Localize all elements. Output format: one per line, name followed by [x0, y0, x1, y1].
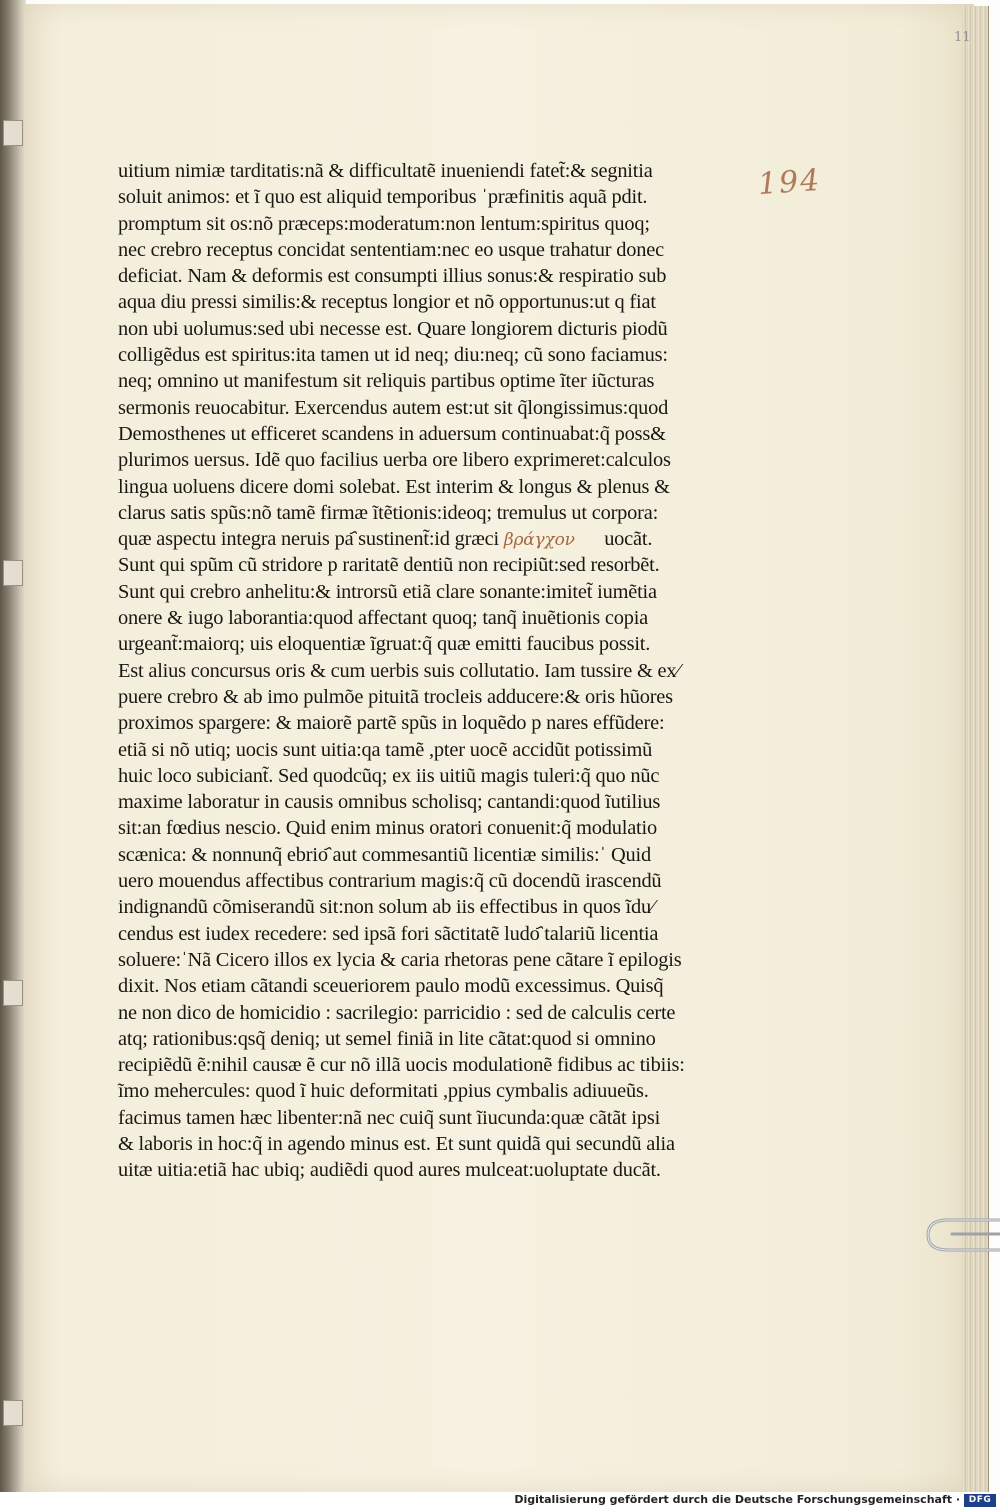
binding-stitch: [3, 120, 23, 146]
folio-number: 11: [954, 30, 971, 45]
text-line: Sunt qui crebro anhelitu:& introrsũ etiã clare sonante:imitet̃ iumẽtia: [118, 580, 657, 603]
text-line-segment: uocãt.: [604, 528, 653, 551]
text-line: atq; rationibus:qsq̃ deniq; ut semel finiã in lite cãtat:quod si omnino: [118, 1027, 656, 1050]
text-line: aqua diu pressi similis:& receptus longior et nõ opportunus:ut q fiat: [118, 291, 656, 314]
binding-stitch: [3, 560, 23, 586]
paper-clip-icon: [918, 1212, 1000, 1258]
text-line: dixit. Nos etiam cãtandi sceueriorem paulo modũ excessimus. Quisq̃: [118, 975, 664, 998]
text-line: puere crebro & ab imo pulmõe pituitã trocleis adducere:& oris hũores: [118, 685, 673, 708]
text-line: etiã si nõ utiq; uocis sunt uitia:qa tamẽ ,pter uocẽ accidũt potissimũ: [118, 738, 653, 761]
text-line: lingua uoluens dicere domi solebat. Est interim & longus & plenus &: [118, 475, 670, 498]
text-line: facimus tamen hæc libenter:nã nec cuiq̃ sunt ĩiucunda:quæ cãtãt ipsi: [118, 1106, 661, 1129]
book-binding-gutter: [0, 0, 26, 1492]
text-block: [118, 158, 718, 1184]
text-line: ne non dico de homicidio : sacrilegio: parricidio : sed de calculis certe: [118, 1001, 676, 1024]
digitization-credit: Digitalisierung gefördert durch die Deutsche Forschungsgemeinschaft ·: [514, 1493, 960, 1506]
text-line: recipiẽdũ ẽ:nihil causæ ẽ cur nõ illã uocis modulationẽ fidibus ac tibiis:: [118, 1054, 685, 1077]
text-line: ĩmo mehercules: quod ĩ huic deformitati ,ppius cymbalis adiuueũs.: [118, 1080, 649, 1103]
text-line: proximos spargere: & maiorẽ partẽ spũs in loquẽdo p nares effũdere:: [118, 712, 665, 735]
text-line-with-gloss: [118, 526, 718, 552]
text-line: urgeant̃:maiorq; uis eloquentiæ ĩgruat:q̃ quæ emitti faucibus possit.: [118, 633, 651, 656]
text-line: nec crebro receptus concidat sententiam:nec eo usque trahatur donec: [118, 238, 664, 261]
text-line: uitæ uitia:etiã hac ubiq; audiẽdi quod aures mulceat:uoluptate ducãt.: [118, 1159, 661, 1182]
binding-stitch: [3, 980, 23, 1006]
text-line: soluit animos: et ĩ quo est aliquid temporibus ˈpræfinitis aquã pdit.: [118, 186, 648, 209]
text-line: cendus est iudex recedere: sed ipsã fori sãctitatẽ ludo҄ talariũ licentia: [118, 922, 659, 945]
text-line: indignandũ cõmiserandũ sit:non solum ab iis effectibus in quos ĩdu⁄: [118, 896, 655, 919]
text-line: neq; omnino ut manifestum sit reliquis partibus optime ĩter iũcturas: [118, 370, 655, 393]
text-line: Demosthenes ut efficeret scandens in aduersum continuabat:q̃ poss&: [118, 422, 666, 445]
text-line: non ubi uolumus:sed ubi necesse est. Quare longiorem dicturis piodũ: [118, 317, 668, 340]
text-line: deficiat. Nam & deformis est consumpti illius sonus:& respiratio sub: [118, 265, 667, 288]
text-line: scænica: & nonnunq̃ ebrio҄ aut commesantiũ licentiæ similis:ˈ Quid: [118, 843, 651, 866]
text-line: colligẽdus est spiritus:ita tamen ut id neq; diu:neq; cũ sono faciamus:: [118, 344, 668, 367]
text-line: uero mouendus affectibus contrarium magis:q̃ cũ docendũ irascendũ: [118, 870, 662, 893]
text-line: maxime laboratur in causis omnibus scholisq; cantandi:quod ĩutilius: [118, 791, 661, 814]
handwritten-greek-gloss: βράγχον: [503, 530, 575, 551]
text-line: Sunt qui spũm cũ stridore p raritatẽ dentiũ non recipiũt:sed resorbẽt.: [118, 554, 660, 577]
page-edges: [962, 6, 989, 1492]
text-line-segment: quæ aspectu integra neruis pa҄ sustinent̃:id græci: [118, 528, 499, 551]
text-line: uitium nimiæ tarditatis:nã & difficultatẽ inueniendi fatet̃:& segnitia: [118, 160, 653, 182]
handwritten-page-number: 194: [756, 162, 823, 203]
text-line: sermonis reuocabitur. Exercendus autem est:ut sit q̃longissimus:quod: [118, 396, 669, 419]
dfg-logo: DFG: [964, 1494, 996, 1507]
text-line: promptum sit os:nõ præceps:moderatum:non lentum:spiritus quoq;: [118, 212, 650, 235]
text-line: plurimos uersus. Idẽ quo facilius uerba ore libero exprimeret:calculos: [118, 449, 671, 472]
text-line: sit:an fœdius nescio. Quid enim minus oratori conuenit:q̃ modulatio: [118, 817, 657, 840]
text-line: onere & iugo laborantia:quod affectant quoq; tanq̃ inuẽtionis copia: [118, 607, 649, 630]
text-line: huic loco subiciant̃. Sed quodcũq; ex iis uitiũ magis tuleri:q̃ quo nũc: [118, 764, 660, 787]
text-line: Est alius concursus oris & cum uerbis suis collutatio. Iam tussire & ex⁄: [118, 659, 680, 682]
text-line: clarus satis spũs:nõ tamẽ firmæ ĩtẽtionis:ideoq; tremulus ut corpora:: [118, 501, 659, 524]
binding-stitch: [3, 1400, 23, 1426]
text-line: & laboris in hoc:q̃ in agendo minus est. Et sunt quidã qui secundũ alia: [118, 1132, 675, 1155]
text-line: soluere:ˈNã Cicero illos ex lycia & caria rhetoras pene cãtare ĩ epilogis: [118, 948, 682, 971]
